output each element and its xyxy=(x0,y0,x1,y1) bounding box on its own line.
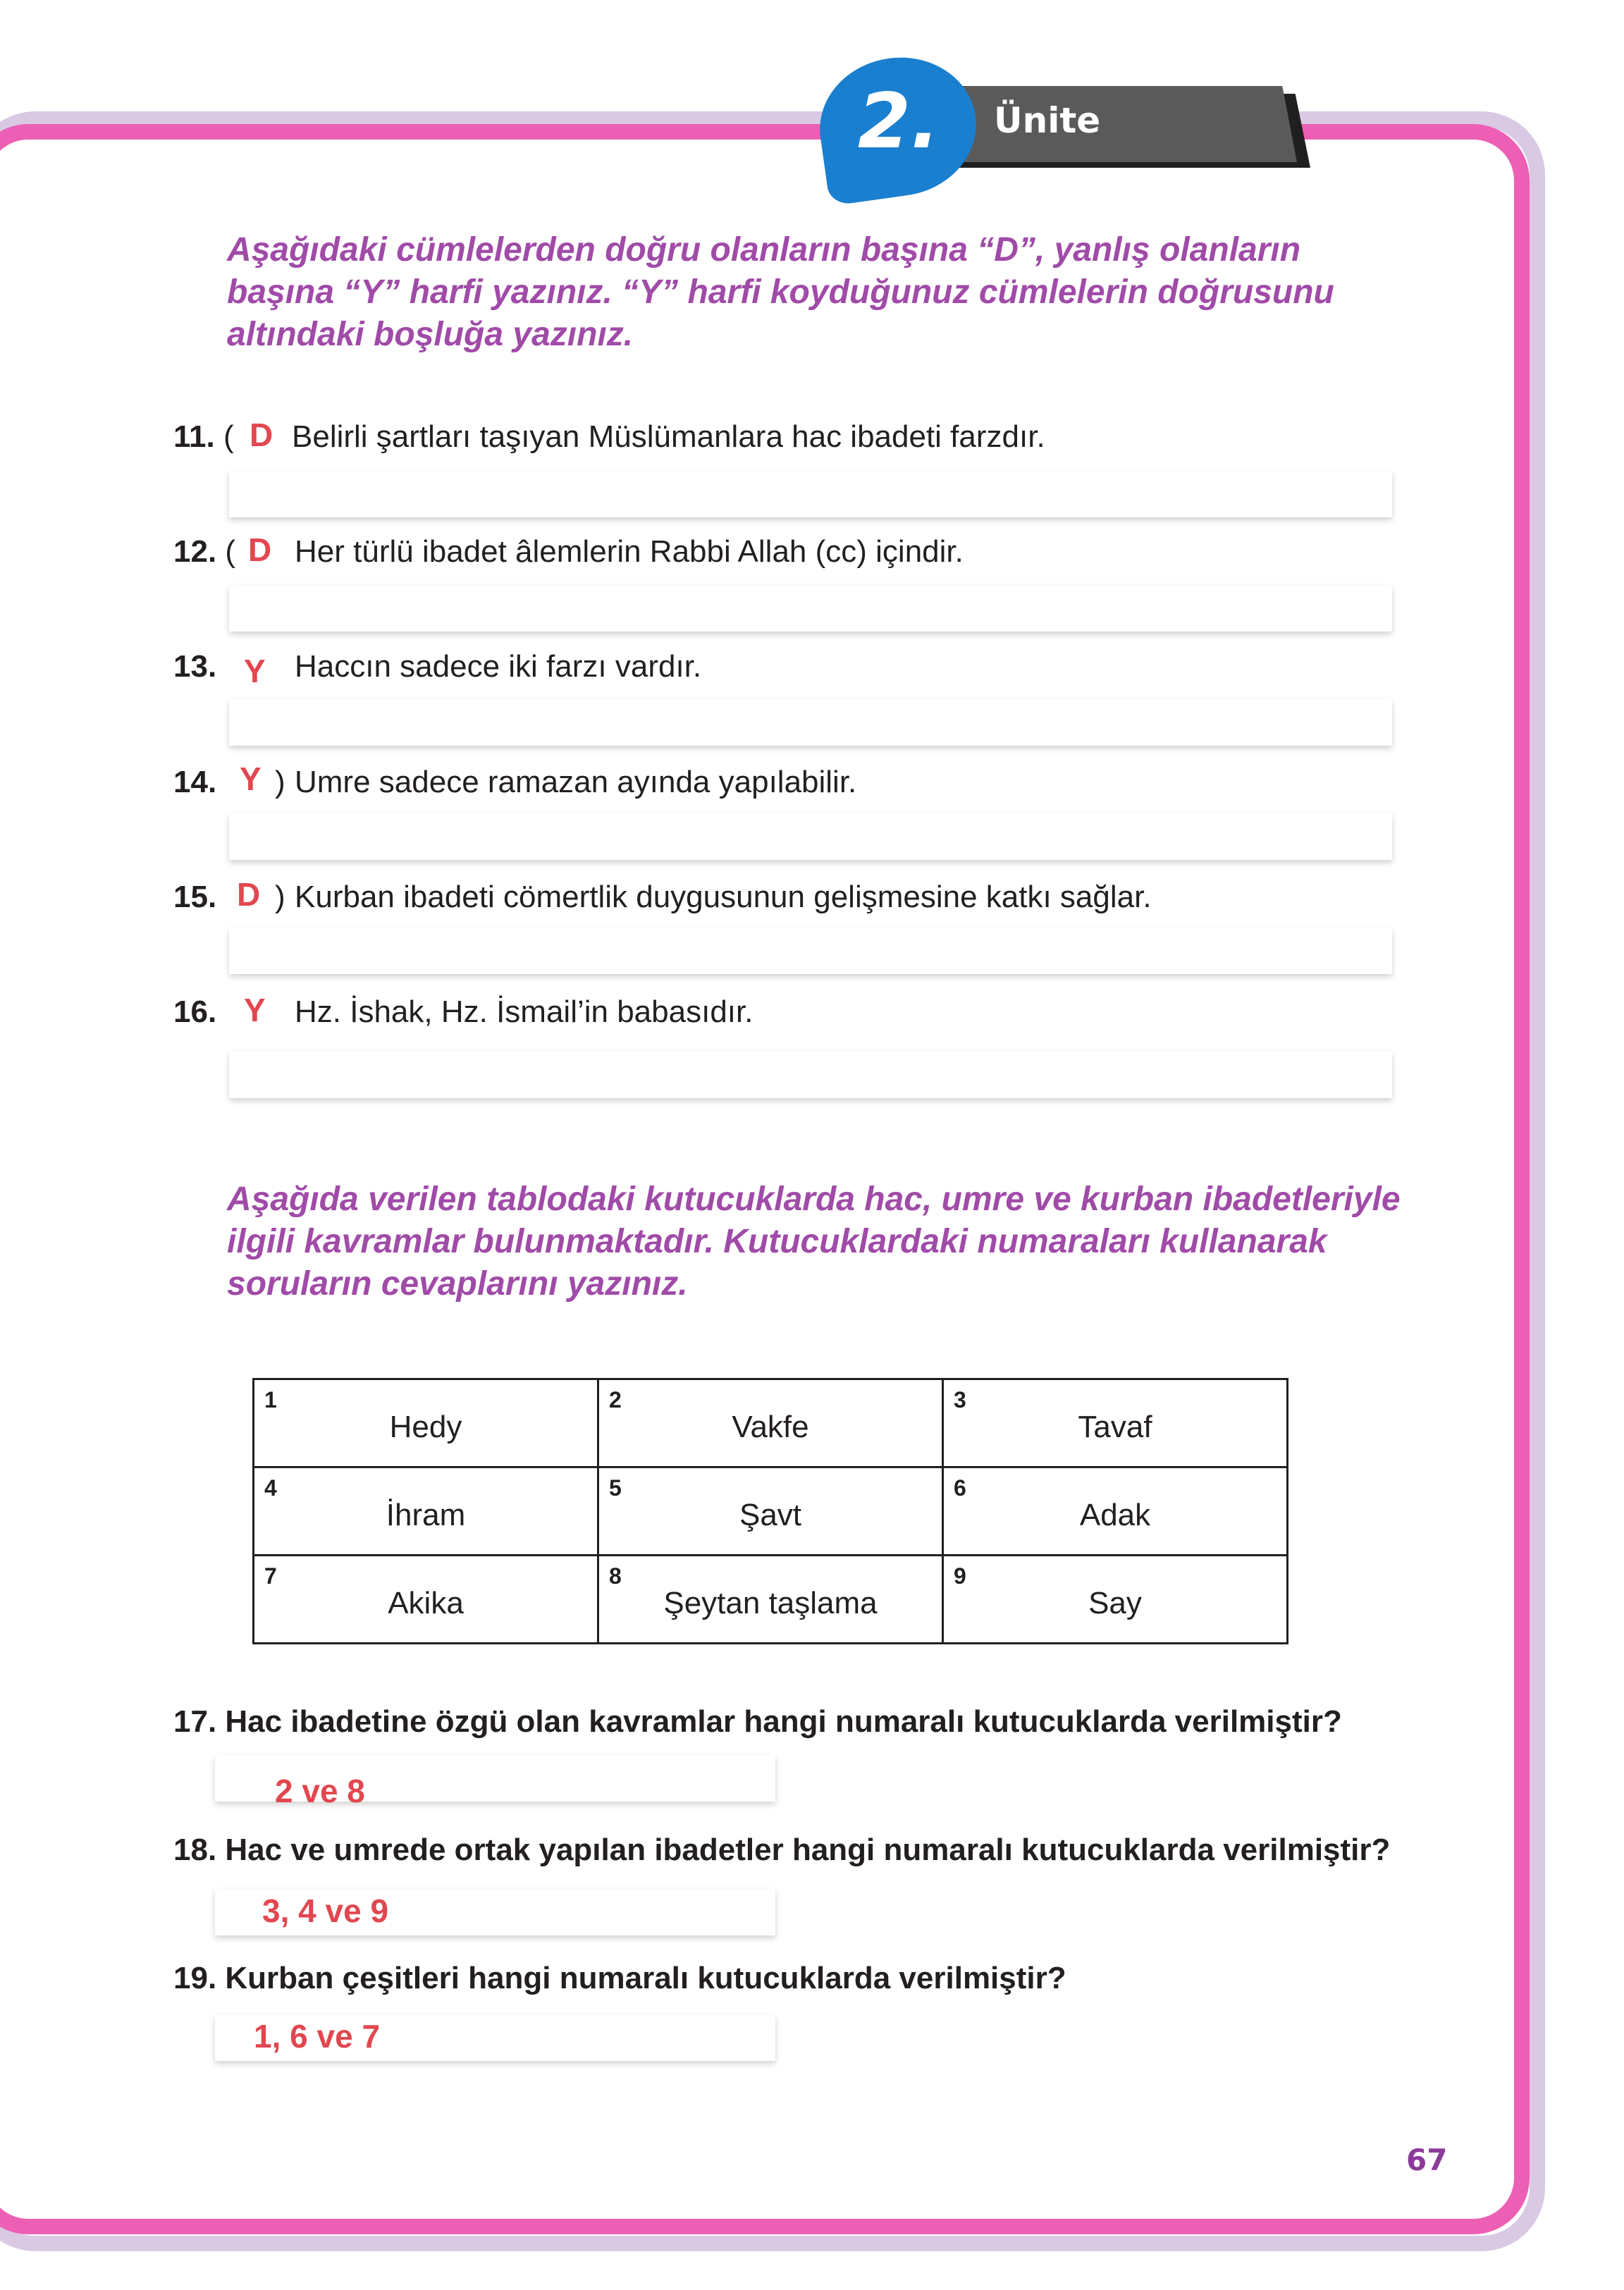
answer-mark[interactable]: Y xyxy=(244,992,266,1028)
cell-number: 6 xyxy=(954,1475,966,1501)
statement-text: Haccın sadece iki farzı vardır. xyxy=(295,649,702,684)
cell-word: Adak xyxy=(1079,1498,1151,1532)
cell-word: Şavt xyxy=(739,1498,802,1532)
table-row xyxy=(254,1379,1288,1467)
cell-word: İhram xyxy=(386,1498,466,1532)
table-cell xyxy=(598,1379,943,1467)
statement-text: Kurban ibadeti cömertlik duygusunun gelişmesine katkı sağlar. xyxy=(295,880,1152,914)
answer-text: 1, 6 ve 7 xyxy=(254,2018,381,2055)
answer-line[interactable] xyxy=(229,585,1392,632)
table-cell xyxy=(943,1556,1288,1644)
unit-tab xyxy=(930,86,1297,162)
cell-word: Say xyxy=(1088,1586,1142,1620)
cell-number: 8 xyxy=(609,1563,622,1589)
cell-number: 3 xyxy=(954,1387,966,1412)
instruction-line: başına “Y” harfi yazınız. “Y” harfi koyduğunuz cümlelerin doğrusunu xyxy=(227,273,1334,311)
close-paren: ) xyxy=(275,880,285,914)
statement-text: Belirli şartları taşıyan Müslümanlara hac ibadeti farzdır. xyxy=(292,419,1045,454)
cell-number: 2 xyxy=(609,1387,622,1412)
cell-number: 5 xyxy=(609,1475,622,1501)
answer-mark[interactable]: Y xyxy=(244,653,266,689)
table-row xyxy=(254,1467,1288,1556)
cell-number: 9 xyxy=(954,1563,966,1589)
answer-mark[interactable]: Y xyxy=(240,761,262,797)
cell-number: 4 xyxy=(264,1475,277,1501)
cell-number: 1 xyxy=(264,1387,277,1412)
instruction-line: ilgili kavramlar bulunmaktadır. Kutucuklardaki numaraları kullanarak xyxy=(227,1223,1327,1260)
cell-number: 7 xyxy=(264,1563,277,1589)
statement-text: Her türlü ibadet âlemlerin Rabbi Allah (cc) içindir. xyxy=(295,534,964,569)
table-cell xyxy=(598,1467,943,1556)
answer-text: 3, 4 ve 9 xyxy=(262,1892,389,1929)
cell-word: Akika xyxy=(388,1586,464,1620)
question-18: 18. Hac ve umrede ortak yapılan ibadetler hangi numaralı kutucuklarda verilmiştir? xyxy=(173,1833,1391,1867)
answer-line[interactable] xyxy=(229,928,1392,974)
cell-word: Tavaf xyxy=(1078,1410,1152,1444)
cell-word: Hedy xyxy=(389,1410,462,1444)
table-cell xyxy=(254,1467,598,1556)
page-number: 67 xyxy=(1406,2143,1448,2177)
unit-label: Ünite xyxy=(994,100,1101,141)
statement-text: Hz. İshak, Hz. İsmail’in babasıdır. xyxy=(295,995,753,1029)
item-number: 14. xyxy=(173,765,217,799)
open-paren: ( xyxy=(225,534,236,569)
cell-word: Vakfe xyxy=(732,1410,809,1444)
question-17: 17. Hac ibadetine özgü olan kavramlar hangi numaralı kutucuklarda verilmiştir? xyxy=(173,1704,1342,1739)
instruction-line: soruların cevaplarını yazınız. xyxy=(227,1265,688,1303)
answer-line[interactable] xyxy=(229,471,1392,517)
answer-line[interactable] xyxy=(229,1052,1392,1098)
answer-line[interactable] xyxy=(229,813,1392,860)
item-number: 13. xyxy=(173,649,217,684)
table-cell xyxy=(943,1467,1288,1556)
answer-line[interactable] xyxy=(229,699,1392,746)
close-paren: ) xyxy=(275,765,285,799)
answer-mark[interactable]: D xyxy=(237,876,261,913)
statement-text: Umre sadece ramazan ayında yapılabilir. xyxy=(295,765,857,799)
question-19: 19. Kurban çeşitleri hangi numaralı kutucuklarda verilmiştir? xyxy=(173,1961,1066,1995)
open-paren: ( xyxy=(223,419,234,454)
instruction-line: Aşağıda verilen tablodaki kutucuklarda hac, umre ve kurban ibadetleriyle xyxy=(227,1181,1401,1218)
section1-instruction xyxy=(227,229,1432,356)
unit-number: 2. xyxy=(857,78,940,166)
table-cell xyxy=(943,1379,1288,1467)
table-cell xyxy=(254,1556,598,1644)
answer-mark[interactable]: D xyxy=(250,417,273,453)
concept-table xyxy=(252,1378,1288,1644)
instruction-line: Aşağıdaki cümlelerden doğru olanların başına “D”, yanlış olanların xyxy=(227,231,1301,269)
cell-word: Şeytan taşlama xyxy=(663,1586,878,1620)
item-number: 12. xyxy=(173,534,217,569)
item-number: 16. xyxy=(173,995,217,1029)
section2-instruction xyxy=(227,1178,1476,1305)
table-cell xyxy=(598,1556,943,1644)
table-row xyxy=(254,1556,1288,1644)
item-number: 15. xyxy=(173,880,217,914)
instruction-line: altındaki boşluğa yazınız. xyxy=(227,316,634,353)
answer-mark[interactable]: D xyxy=(248,531,272,568)
answer-text: 2 ve 8 xyxy=(275,1773,365,1809)
item-number: 11. xyxy=(173,419,215,454)
table-cell xyxy=(254,1379,598,1467)
